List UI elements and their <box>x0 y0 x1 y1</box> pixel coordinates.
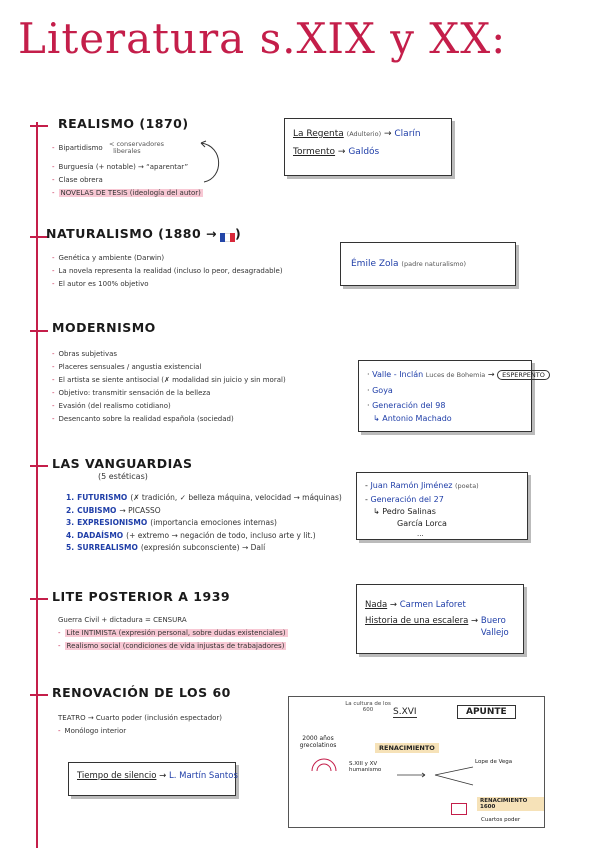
card-row: García Lorca <box>397 519 447 528</box>
apunte-century: S.XVI <box>393 707 417 717</box>
france-flag-icon <box>220 230 235 239</box>
realismo-card <box>284 118 452 176</box>
timeline-line <box>36 122 38 848</box>
renovacion-bullets <box>58 712 222 738</box>
list-item: - Lite INTIMISTA (expresión personal, sobre dudas existenciales) <box>58 629 286 637</box>
apunte-note: Cuartos poder <box>481 817 521 823</box>
card-row: Tiempo de silencio → L. Martín Santos <box>77 771 238 781</box>
section-title-realismo: REALISMO (1870) <box>58 116 189 131</box>
apunte-note: S.XIII y XV humanismo <box>349 761 382 773</box>
card-row: · Valle - Inclán Luces de Bohemia → ESPERPENTO <box>367 367 523 383</box>
card-row: - Generación del 27 <box>365 495 444 504</box>
list-item: 1. FUTURISMO (✗ tradición, ✓ belleza máquina, velocidad → máquinas) <box>66 493 342 502</box>
list-item: - Realismo social (condiciones de vida injustas de trabajadores) <box>58 642 285 650</box>
list-item: - Bipartidismo < conservadores liberales <box>52 140 165 155</box>
card-row: ... <box>417 530 424 538</box>
apunte-note: RENACIMIENTO 1600 <box>477 797 544 811</box>
list-item: - NOVELAS DE TESIS (ideología del autor) <box>52 189 201 197</box>
modernismo-bullets <box>52 348 286 426</box>
list-item: - Obras subjetivas <box>52 350 118 358</box>
apunte-note: La cultura de los 600 <box>345 701 391 713</box>
arrows-icon <box>395 755 475 795</box>
page-title: Literatura s.XIX y XX: <box>18 14 507 63</box>
section-title-vanguardias: LAS VANGUARDIAS <box>52 456 193 471</box>
list-item: - Clase obrera <box>52 176 103 184</box>
apunte-box <box>288 696 545 828</box>
list-item: 5. SURREALISMO (expresión subconsciente) → Dalí <box>66 543 266 552</box>
posterior-bullets <box>58 614 288 653</box>
apunte-label: RENACIMIENTO <box>375 743 439 753</box>
list-item: - Genética y ambiente (Darwin) <box>52 254 165 262</box>
timeline-tick <box>30 125 48 127</box>
timeline-tick <box>30 694 48 696</box>
card-row: Nada → Carmen Laforet <box>365 600 466 610</box>
card-row: La Regenta (Adulterio) → Clarín <box>293 129 421 139</box>
naturalismo-card <box>340 242 516 286</box>
book-icon <box>451 803 467 815</box>
naturalismo-bullets <box>52 252 283 291</box>
card-row: · Goya <box>367 386 393 395</box>
timeline-tick <box>30 598 48 600</box>
posterior-card <box>356 584 524 654</box>
section-title-modernismo: MODERNISMO <box>52 320 156 335</box>
list-item: - La novela representa la realidad (incluso lo peor, desagradable) <box>52 267 283 275</box>
card-row: Émile Zola (padre naturalismo) <box>351 259 467 269</box>
list-item: Guerra Civil + dictadura = CENSURA <box>58 616 187 624</box>
list-item: - El artista se siente antisocial (✗ modalidad sin juicio y sin moral) <box>52 376 286 384</box>
apunte-note: Lope de Vega <box>475 759 513 765</box>
timeline-tick <box>30 330 48 332</box>
section-title-naturalismo: NATURALISMO (1880 → ) <box>46 226 242 241</box>
timeline-tick <box>30 465 48 467</box>
card-row: - Juan Ramón Jiménez (poeta) <box>365 481 479 490</box>
realismo-bullets <box>52 141 203 200</box>
card-row: ↳ Pedro Salinas <box>373 507 436 516</box>
card-row: ↳ Antonio Machado <box>373 414 452 423</box>
list-item: 3. EXPRESIONISMO (importancia emociones internas) <box>66 518 277 527</box>
list-item: 4. DADAÍSMO (+ extremo → negación de todo, incluso arte y lit.) <box>66 530 316 540</box>
list-item: - Monólogo interior <box>58 727 127 735</box>
renovacion-card <box>68 762 236 796</box>
list-item: - Objetivo: transmitir sensación de la belleza <box>52 389 211 397</box>
vanguardias-list <box>66 492 342 555</box>
list-item: - El autor es 100% objetivo <box>52 280 149 288</box>
list-item: - Desencanto sobre la realidad española (sociedad) <box>52 415 234 423</box>
vanguardias-subtitle: (5 estéticas) <box>98 472 148 481</box>
list-item: - Burguesía (+ notable) → “aparentar” <box>52 163 189 171</box>
list-item: 2. CUBISMO → PICASSO <box>66 505 161 515</box>
arrow-curve-icon <box>196 140 226 185</box>
card-row: Tormento → Galdós <box>293 147 380 157</box>
apunte-note: 2000 años grecolatinos <box>299 735 337 749</box>
vanguardias-card <box>356 472 528 540</box>
card-row: · Generación del 98 <box>367 401 446 410</box>
list-item: - Placeres sensuales / angustia existencial <box>52 363 202 371</box>
section-title-posterior: LITE POSTERIOR A 1939 <box>52 589 231 604</box>
card-row: Historia de una escalera → Buero Vallejo <box>365 616 509 638</box>
arch-icon <box>309 755 339 773</box>
apunte-title: APUNTE <box>457 705 516 719</box>
section-title-renovacion: RENOVACIÓN DE LOS 60 <box>52 685 231 700</box>
list-item: TEATRO → Cuarto poder (inclusión espectador) <box>58 714 223 722</box>
modernismo-card <box>358 360 545 432</box>
list-item: - Evasión (del realismo cotidiano) <box>52 402 171 410</box>
